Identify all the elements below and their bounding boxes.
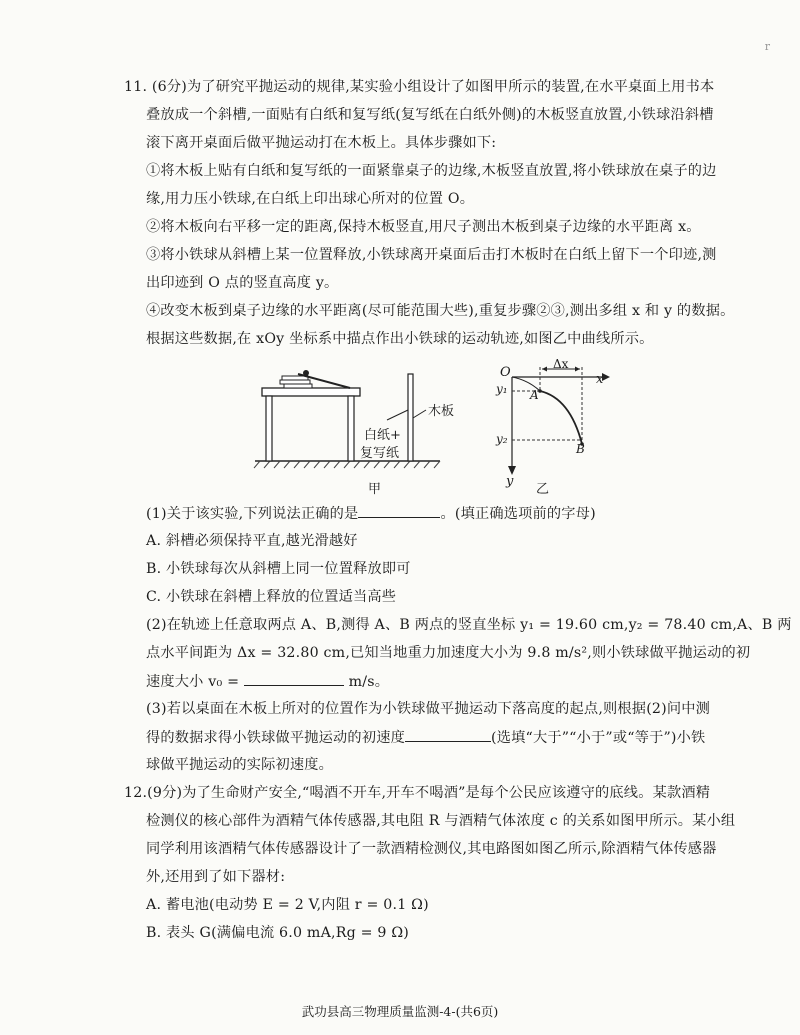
label-point-a: A xyxy=(530,388,539,402)
book-3 xyxy=(284,384,312,388)
board-label-leader xyxy=(413,410,426,418)
figure-jia-apparatus xyxy=(250,360,450,480)
q11-step-1b: 缘,用力压小铁球,在白纸上印出球心所对的位置 O。 xyxy=(146,191,475,207)
q12-line-3: 同学利用该酒精气体传感器设计了一款酒精检测仪,其电路图如图乙所示,除酒精气体传感器 xyxy=(146,841,717,857)
corner-mark: r xyxy=(764,40,770,53)
q11-step-4a: ④改变木板到桌子边缘的水平距离(尽可能范围大些),重复步骤②③,测出多组 x 和 y 的数据。 xyxy=(146,303,735,319)
label-y-axis: y xyxy=(506,474,514,489)
label-board: 木板 xyxy=(428,404,455,419)
q11-part3-line-1: (3)若以桌面在木板上所对的位置作为小铁球做平抛运动下落高度的起点,则根据(2)问中测 xyxy=(146,701,711,717)
q12-line-1: 12.(9分)为了生命财产安全,“喝酒不开车,开车不喝酒”是每个公民应该遵守的底线。某款酒精 xyxy=(124,785,711,801)
q11-part3-line-3: 球做平抛运动的实际初速度。 xyxy=(146,757,334,773)
delta-x-arrow-left xyxy=(542,367,547,372)
label-point-b: B xyxy=(576,442,585,456)
q11-step-2: ②将木板向右平移一定的距离,保持木板竖直,用尺子测出木板到桌子边缘的水平距离 x。 xyxy=(146,219,701,235)
q11-intro-line-3: 滚下离开桌面后做平抛运动打在木板上。具体步骤如下: xyxy=(146,135,497,151)
q11-step-1a: ①将木板上贴有白纸和复写纸的一面紧靠桌子的边缘,木板竖直放置,将小铁球放在桌子的边 xyxy=(146,163,717,179)
label-paper-1: 白纸+ xyxy=(364,428,401,443)
table-top xyxy=(262,388,360,396)
answer-blank-2[interactable] xyxy=(244,671,344,686)
q11-intro-line-2: 叠放成一个斜槽,一面贴有白纸和复写纸(复写纸在白纸外侧)的木板竖直放置,小铁球沿斜槽 xyxy=(146,107,714,123)
q11-step-4b: 根据这些数据,在 xOy 坐标系中描点作出小铁球的运动轨迹,如图乙中曲线所示。 xyxy=(146,331,654,347)
q11-step-3b: 出印迹到 O 点的竖直高度 y。 xyxy=(146,275,339,291)
label-paper-2: 复写纸 xyxy=(360,446,400,461)
vertical-board xyxy=(408,374,413,461)
q11-part1-stem-a: (1)关于该实验,下列说法正确的是 xyxy=(146,506,359,522)
q11-option-a: A. 斜槽必须保持平直,越光滑越好 xyxy=(146,533,358,549)
q11-part2-line-1: (2)在轨迹上任意取两点 A、B,测得 A、B 两点的竖直坐标 y₁ = 19.60 cm,y₂ = 78.40 cm,A、B 两 xyxy=(146,617,792,633)
figure-jia-caption: 甲 xyxy=(368,482,382,497)
table-leg-right xyxy=(348,396,354,461)
answer-blank-1[interactable] xyxy=(358,503,440,518)
label-origin: O xyxy=(500,365,511,380)
answer-blank-3[interactable] xyxy=(405,727,491,742)
label-x-axis: x xyxy=(596,372,604,387)
q11-part3-line-2b: (选填“大于”“小于”或“等于”)小铁 xyxy=(490,730,706,746)
q11-part3-line-2 xyxy=(146,727,705,748)
q12-item-b: B. 表头 G(满偏电流 6.0 mA,Rg = 9 Ω) xyxy=(146,925,410,941)
trajectory-curve xyxy=(540,391,582,444)
label-delta-x: Δx xyxy=(553,357,569,371)
table-leg-left xyxy=(266,396,272,461)
q11-part1-stem xyxy=(146,503,596,524)
q12-item-a: A. 蓄电池(电动势 E = 2 V,内阻 r = 0.1 Ω) xyxy=(146,897,429,913)
q11-option-c: C. 小铁球在斜槽上释放的位置适当高些 xyxy=(146,589,397,605)
label-y1: y₁ xyxy=(496,382,508,396)
iron-ball xyxy=(303,370,309,376)
q11-step-3a: ③将小铁球从斜槽上某一位置释放,小铁球离开桌面后击打木板时在白纸上留下一个印迹,测 xyxy=(146,247,717,263)
q11-part2-line-3a: 速度大小 v₀ = xyxy=(146,674,240,690)
floor-hatching xyxy=(254,461,440,468)
delta-x-arrow-right xyxy=(575,367,580,372)
paper-label-leader xyxy=(387,410,408,420)
page-footer: 武功县高三物理质量监测-4-(共6页) xyxy=(301,1004,499,1019)
book-1 xyxy=(280,380,310,384)
q11-part2-line-2: 点水平间距为 Δx = 32.80 cm,已知当地重力加速度大小为 9.8 m/s²,则小铁球做平抛运动的初 xyxy=(146,645,751,661)
label-y2: y₂ xyxy=(496,432,508,446)
q11-intro-line-1: 11. (6分)为了研究平抛运动的规律,某实验小组设计了如图甲所示的装置,在水平桌面上用书本 xyxy=(124,79,715,95)
q12-line-2: 检测仪的核心部件为酒精气体传感器,其电阻 R 与酒精气体浓度 c 的关系如图甲所示。某小组 xyxy=(146,813,736,829)
q11-part1-stem-b: 。(填正确选项前的字母) xyxy=(440,506,596,522)
q12-line-4: 外,还用到了如下器材: xyxy=(146,869,286,885)
figure-yi-caption: 乙 xyxy=(536,482,550,497)
q11-part2-line-3 xyxy=(146,671,389,692)
q11-part3-line-2a: 得的数据求得小铁球做平抛运动的初速度 xyxy=(146,730,405,746)
q11-option-b: B. 小铁球每次从斜槽上同一位置释放即可 xyxy=(146,561,411,577)
q11-part2-line-3b: m/s。 xyxy=(348,674,390,690)
